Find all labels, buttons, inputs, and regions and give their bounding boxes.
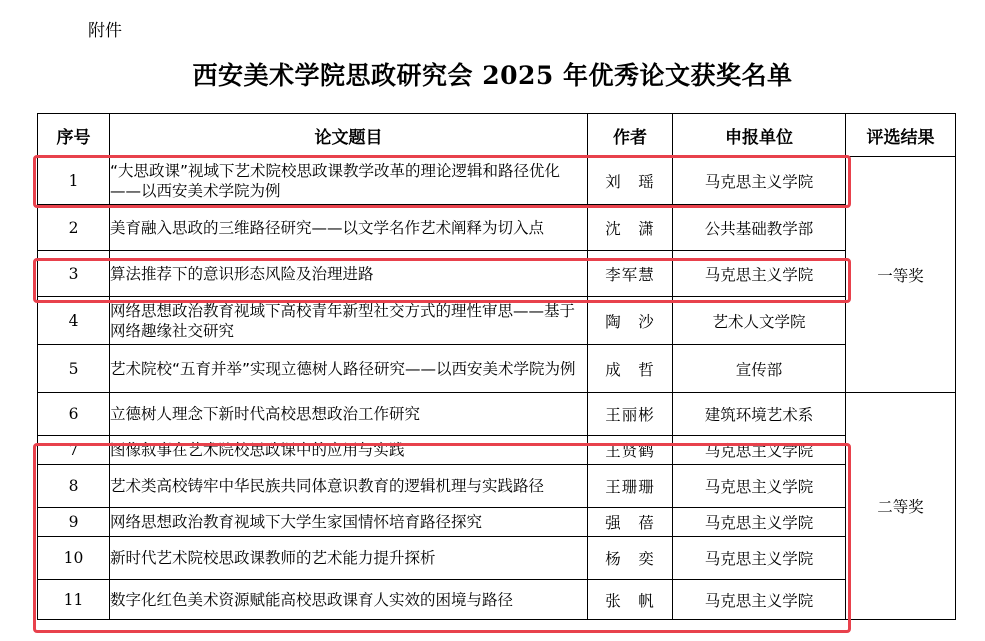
- paper-title: 艺术类高校铸牢中华民族共同体意识教育的逻辑机理与实践路径: [110, 465, 588, 508]
- submitting-unit: 马克思主义学院: [673, 508, 846, 537]
- author-name: 沈 潇: [588, 205, 673, 251]
- row-number: 4: [38, 297, 110, 345]
- paper-title: 数字化红色美术资源赋能高校思政课育人实效的困境与路径: [110, 580, 588, 620]
- paper-title: 立德树人理念下新时代高校思想政治工作研究: [110, 393, 588, 436]
- header-author: 作者: [588, 114, 673, 157]
- award-level: 二等奖: [846, 393, 956, 620]
- paper-title: 网络思想政治教育视域下高校青年新型社交方式的理性审思——基于网络趣缘社交研究: [110, 297, 588, 345]
- row-number: 2: [38, 205, 110, 251]
- author-name: 王贤鹤: [588, 436, 673, 465]
- header-unit: 申报单位: [673, 114, 846, 157]
- paper-title: 图像叙事在艺术院校思政课中的应用与实践: [110, 436, 588, 465]
- row-number: 5: [38, 345, 110, 393]
- header-no: 序号: [38, 114, 110, 157]
- document-title: 西安美术学院思政研究会 2025 年优秀论文获奖名单: [192, 61, 793, 90]
- row-number: 9: [38, 508, 110, 537]
- table-row: [38, 393, 956, 436]
- paper-title: 算法推荐下的意识形态风险及治理进路: [110, 251, 588, 297]
- paper-title: 艺术院校“五育并举”实现立德树人路径研究——以西安美术学院为例: [110, 345, 588, 393]
- author-name: 陶 沙: [588, 297, 673, 345]
- table-row: [38, 251, 956, 297]
- row-number: 6: [38, 393, 110, 436]
- submitting-unit: 马克思主义学院: [673, 157, 846, 205]
- submitting-unit: 马克思主义学院: [673, 465, 846, 508]
- row-number: 7: [38, 436, 110, 465]
- paper-title: “大思政课”视域下艺术院校思政课教学改革的理论逻辑和路径优化——以西安美术学院为例: [110, 157, 588, 205]
- award-level: 一等奖: [846, 157, 956, 393]
- author-name: 刘 瑶: [588, 157, 673, 205]
- row-number: 3: [38, 251, 110, 297]
- submitting-unit: 艺术人文学院: [673, 297, 846, 345]
- paper-title: 美育融入思政的三维路径研究——以文学名作艺术阐释为切入点: [110, 205, 588, 251]
- submitting-unit: 马克思主义学院: [673, 580, 846, 620]
- author-name: 强 蓓: [588, 508, 673, 537]
- table-row: [38, 297, 956, 345]
- submitting-unit: 公共基础教学部: [673, 205, 846, 251]
- row-number: 10: [38, 537, 110, 580]
- header-title: 论文题目: [110, 114, 588, 157]
- paper-title: 新时代艺术院校思政课教师的艺术能力提升探析: [110, 537, 588, 580]
- author-name: 杨 奕: [588, 537, 673, 580]
- author-name: 成 哲: [588, 345, 673, 393]
- row-number: 11: [38, 580, 110, 620]
- table-row: [38, 345, 956, 393]
- attachment-label: 附件: [88, 21, 122, 41]
- table-row: [38, 580, 956, 620]
- header-result: 评选结果: [846, 114, 956, 157]
- author-name: 王丽彬: [588, 393, 673, 436]
- table-row: [38, 537, 956, 580]
- submitting-unit: 宣传部: [673, 345, 846, 393]
- table-row: [38, 508, 956, 537]
- table-row: [38, 157, 956, 205]
- paper-title: 网络思想政治教育视域下大学生家国情怀培育路径探究: [110, 508, 588, 537]
- submitting-unit: 马克思主义学院: [673, 537, 846, 580]
- table-row: [38, 465, 956, 508]
- awards-table: [37, 113, 956, 620]
- row-number: 1: [38, 157, 110, 205]
- submitting-unit: 马克思主义学院: [673, 251, 846, 297]
- row-number: 8: [38, 465, 110, 508]
- table-row: [38, 205, 956, 251]
- table-row: [38, 436, 956, 465]
- author-name: 王珊珊: [588, 465, 673, 508]
- submitting-unit: 马克思主义学院: [673, 436, 846, 465]
- table-header-row: [38, 114, 956, 157]
- author-name: 张 帆: [588, 580, 673, 620]
- submitting-unit: 建筑环境艺术系: [673, 393, 846, 436]
- author-name: 李军慧: [588, 251, 673, 297]
